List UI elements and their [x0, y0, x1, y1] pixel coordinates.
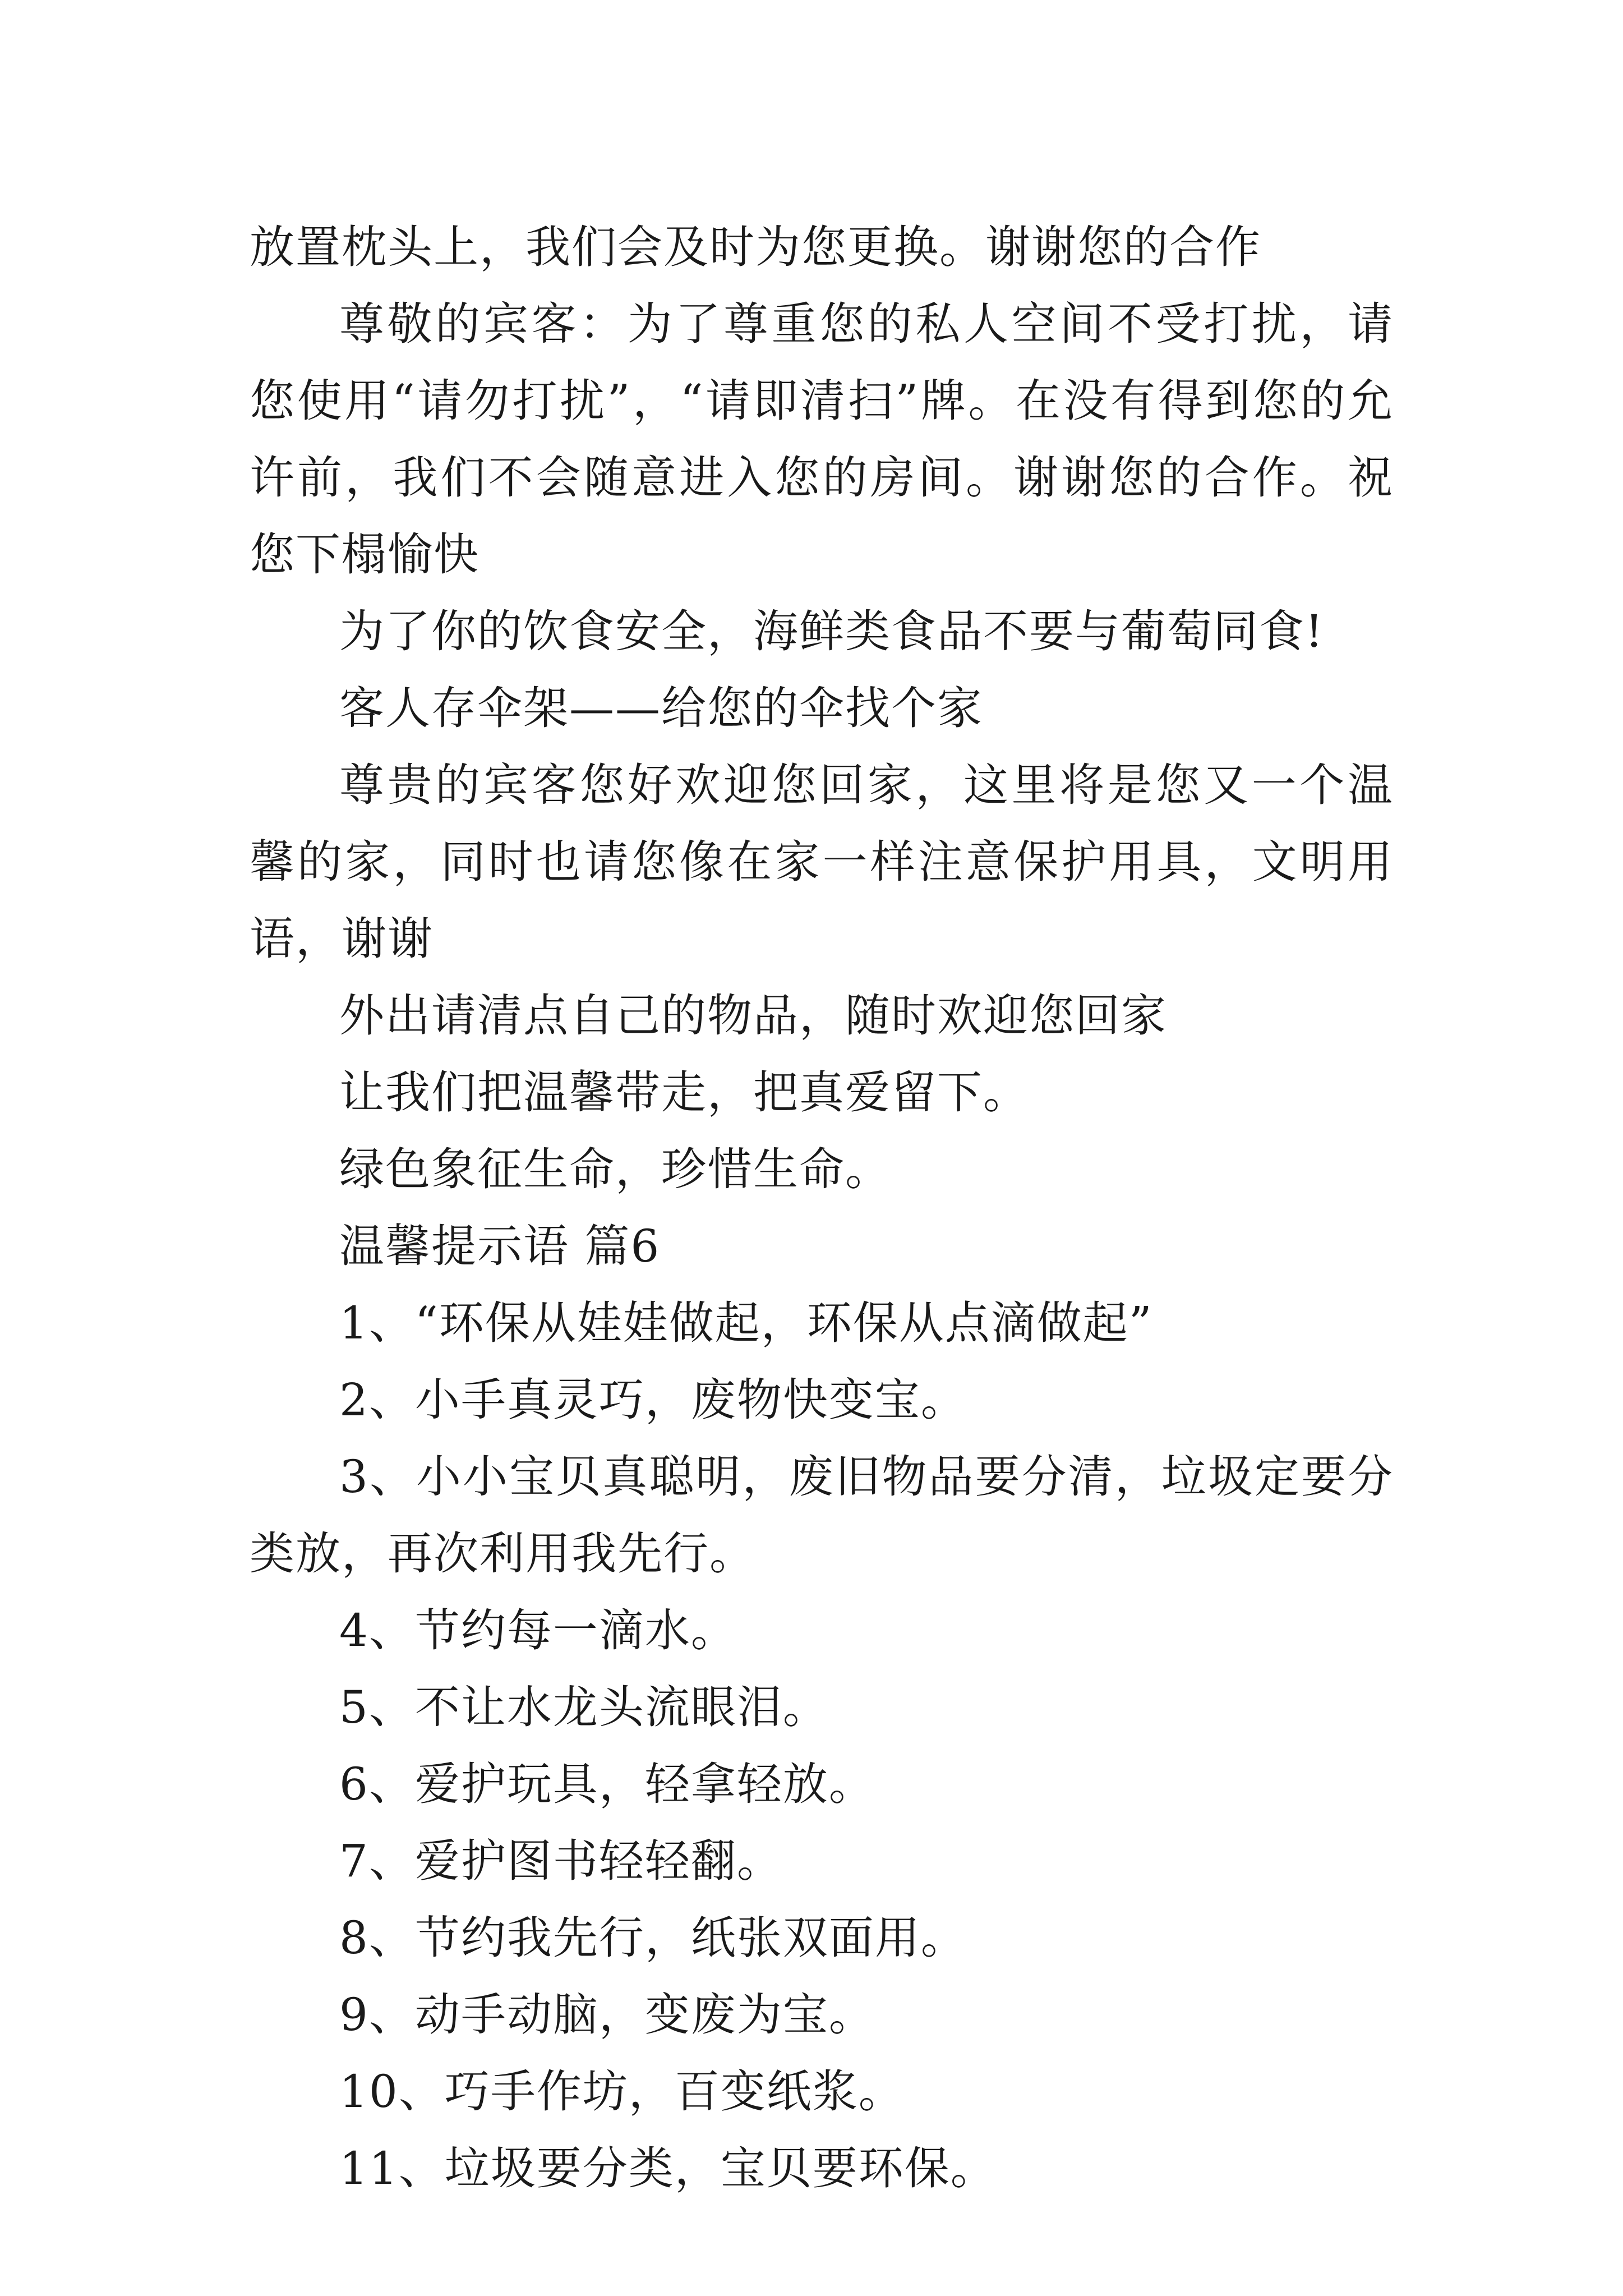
paragraph: 客人存伞架——给您的伞找个家: [339, 682, 983, 734]
list-item: 8、节约我先行，纸张双面用。: [339, 1912, 967, 1964]
section-heading: 温馨提示语 篇6: [339, 1220, 661, 1272]
paragraph: 绿色象征生命，珍惜生命。: [339, 1143, 891, 1195]
paragraph: 外出请清点自己的物品，随时欢迎您回家: [339, 990, 1167, 1042]
list-item: 4、节约每一滴水。: [339, 1604, 737, 1657]
list-item: 5、不让水龙头流眼泪。: [339, 1681, 829, 1733]
paragraph: 尊敬的宾客：为了尊重您的私人空间不受打扰，请您使用“请勿打扰”，“请即清扫”牌。在没有得到您的允许前，我们不会随意进入您的房间。谢谢您的合作。祝您下榻愉快: [250, 298, 1394, 581]
list-item: 6、爱护玩具，轻拿轻放。: [339, 1758, 875, 1810]
list-item: 3、小小宝贝真聪明，废旧物品要分清，垃圾定要分类放，再次利用我先行。: [250, 1451, 1394, 1580]
paragraph: 为了你的饮食安全，海鲜类食品不要与葡萄同食!: [339, 605, 1325, 657]
list-item: 9、动手动脑，变废为宝。: [339, 1989, 875, 2041]
paragraph: 尊贵的宾客您好欢迎您回家，这里将是您又一个温馨的家，同时也请您像在家一样注意保护用具，文明用语，谢谢: [250, 759, 1394, 965]
paragraph: 让我们把温馨带走，把真爱留下。: [339, 1066, 1029, 1119]
paragraph: 放置枕头上，我们会及时为您更换。谢谢您的合作: [250, 221, 1261, 273]
document-body: [250, 209, 1394, 2207]
list-item: 10、巧手作坊，百变纸浆。: [339, 2065, 905, 2118]
list-item: 11、垃圾要分类，宝贝要环保。: [339, 2142, 997, 2194]
list-item: 1、“环保从娃娃做起，环保从点滴做起”: [339, 1297, 1153, 1349]
list-item: 2、小手真灵巧，废物快变宝。: [339, 1374, 967, 1426]
list-item: 7、爱护图书轻轻翻。: [339, 1835, 783, 1887]
